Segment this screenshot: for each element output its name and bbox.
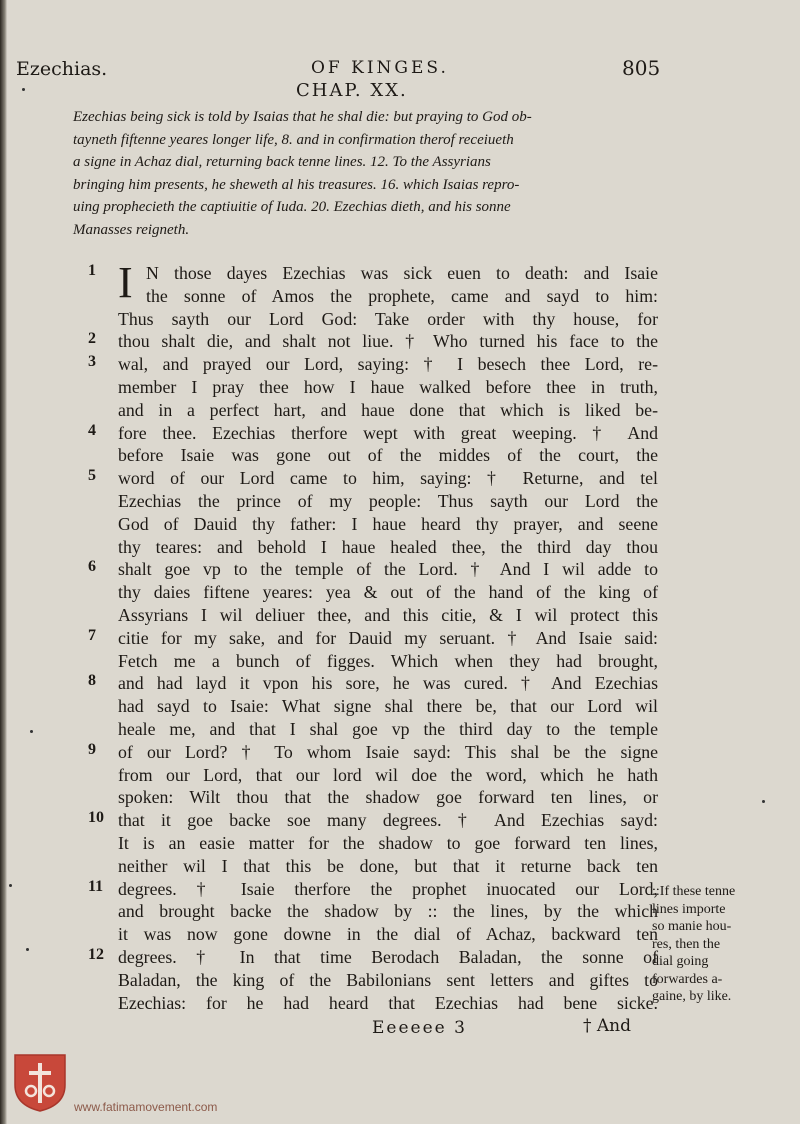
drop-capital: I bbox=[118, 258, 133, 307]
margin-note-line: dial going bbox=[652, 954, 709, 969]
text-line: that it goe backe soe many degrees. † And Ezechias sayd: bbox=[118, 810, 658, 831]
ink-speck bbox=[9, 884, 12, 887]
ink-speck bbox=[26, 948, 29, 951]
folio-number: 805 bbox=[622, 56, 661, 80]
text-line: degrees. † In that time Berodach Baladan, the sonne of bbox=[118, 946, 658, 967]
page-spine-shadow bbox=[0, 0, 7, 1124]
fatima-shield-logo-icon bbox=[13, 1053, 67, 1113]
text-line: It is an easie matter for the shadow to goe forward ten lines, bbox=[118, 832, 658, 853]
argument-line: uing prophecieth the captiuitie of Iuda. 20. Ezechias dieth, and his sonne bbox=[73, 199, 511, 215]
ink-speck bbox=[22, 88, 25, 91]
verse-number: 12 bbox=[88, 946, 104, 963]
text-line: God of Dauid thy father: I haue heard thy prayer, and seene bbox=[118, 513, 658, 534]
argument-line: tayneth fiftenne yeares longer life, 8. and in confirmation therof receiueth bbox=[73, 131, 514, 148]
chapter-heading: CHAP. XX. bbox=[296, 80, 408, 101]
margin-note-line: lines importe bbox=[652, 901, 726, 917]
text-line: member I pray thee how I haue walked before thee in truth, bbox=[118, 376, 658, 397]
verse-number: 11 bbox=[88, 877, 104, 895]
ink-speck bbox=[762, 800, 765, 803]
signature-mark: Eeeeee 3 bbox=[372, 1018, 467, 1038]
argument-line: Manasses reigneth. bbox=[73, 221, 190, 238]
margin-note-line: so manie hou- bbox=[652, 919, 732, 934]
text-line: Ezechias: for he had heard that Ezechias had bene sicke. bbox=[118, 992, 658, 1013]
argument-line: a signe in Achaz dial, returning back tenne lines. 12. To the Assyrians bbox=[73, 154, 491, 170]
text-line: Thus sayth our Lord God: Take order with thy house, for bbox=[118, 308, 658, 329]
text-line: word of our Lord came to him, saying: † Returne, and tel bbox=[118, 468, 658, 489]
running-head-left: Ezechias. bbox=[16, 58, 108, 80]
verse-number: 7 bbox=[88, 626, 96, 644]
text-line: the sonne of Amos the prophete, came and sayd to him: bbox=[146, 285, 658, 306]
text-line: had sayd to Isaie: What signe shal there be, that our Lord wil bbox=[118, 696, 658, 717]
verse-number: 6 bbox=[88, 558, 96, 576]
argument-line: Ezechias being sick is told by Isaias that he shal die: but praying to God ob- bbox=[73, 109, 532, 125]
text-line: Ezechias the prince of my people: Thus sayth our Lord the bbox=[118, 490, 658, 511]
text-line: shalt goe vp to the temple of the Lord. † And I wil adde to bbox=[118, 559, 658, 580]
text-line: neither wil I that this be done, but that it returne back ten bbox=[118, 855, 658, 876]
verse-number: 1 bbox=[88, 262, 96, 279]
text-line: Assyrians I wil deliuer thee, and this citie, & I wil protect this bbox=[118, 604, 658, 625]
verse-number: 10 bbox=[88, 809, 104, 827]
margin-note bbox=[652, 883, 797, 1006]
margin-note-line: forwardes a- bbox=[652, 971, 723, 987]
text-line: and in a perfect hart, and haue done that which is liked be- bbox=[118, 399, 658, 420]
text-line: from our Lord, that our lord wil doe the word, which he hath bbox=[118, 764, 658, 785]
verse-number: 5 bbox=[88, 467, 96, 485]
text-line: Baladan, the king of the Babilonians sent letters and giftes to bbox=[118, 969, 658, 990]
margin-note-line: gaine, by like. bbox=[652, 989, 732, 1004]
chapter-text bbox=[118, 258, 658, 1014]
chapter-argument bbox=[73, 106, 653, 241]
text-line: N those dayes Ezechias was sick euen to death: and Isaie bbox=[146, 263, 658, 283]
catchword: † And bbox=[583, 1016, 632, 1036]
verse-number: 9 bbox=[88, 740, 96, 758]
margin-note-line: res, then the bbox=[652, 936, 721, 952]
text-line: degrees. † Isaie therfore the prophet inuocated our Lord, bbox=[118, 878, 658, 899]
text-line: wal, and prayed our Lord, saying: † I besech thee Lord, re- bbox=[118, 354, 658, 375]
verse-number: 4 bbox=[88, 421, 96, 439]
verse-number: 2 bbox=[88, 330, 96, 348]
watermark-url: www.fatimamovement.com bbox=[74, 1100, 218, 1114]
text-line: and brought backe the shadow by :: the lines, by the which bbox=[118, 901, 658, 922]
margin-note-line: ::If these tenne bbox=[652, 884, 736, 899]
text-line: and had layd it vpon his sore, he was cured. † And Ezechias bbox=[118, 673, 658, 694]
text-line: fore thee. Ezechias therfore wept with great weeping. † And bbox=[118, 422, 658, 443]
verse-number: 3 bbox=[88, 353, 96, 371]
text-line: citie for my sake, and for Dauid my seruant. † And Isaie said: bbox=[118, 627, 658, 648]
text-line: heale me, and that I shal goe vp the third day to the temple bbox=[118, 718, 658, 739]
ink-speck bbox=[30, 730, 33, 733]
text-line: thy teares: and behold I haue healed thee, the third day thou bbox=[118, 536, 658, 557]
text-line: before Isaie was gone out of the middes of the court, the bbox=[118, 445, 658, 466]
running-head-title: OF KINGES. bbox=[311, 58, 449, 78]
text-line: thy daies fiftene yeares: yea & out of the hand of the king of bbox=[118, 582, 658, 603]
text-line: thou shalt die, and shalt not liue. † Who turned his face to the bbox=[118, 331, 658, 352]
verse-number: 8 bbox=[88, 672, 96, 690]
argument-line: bringing him presents, he sheweth al his treasures. 16. which Isaias repro- bbox=[73, 176, 520, 193]
text-line: Fetch me a bunch of figges. Which when they had brought, bbox=[118, 650, 658, 671]
text-line: of our Lord? † To whom Isaie sayd: This shal be the signe bbox=[118, 741, 658, 762]
text-line: spoken: Wilt thou that the shadow goe forward ten lines, or bbox=[118, 787, 658, 808]
text-line: it was now gone downe in the dial of Achaz, backward ten bbox=[118, 924, 658, 945]
